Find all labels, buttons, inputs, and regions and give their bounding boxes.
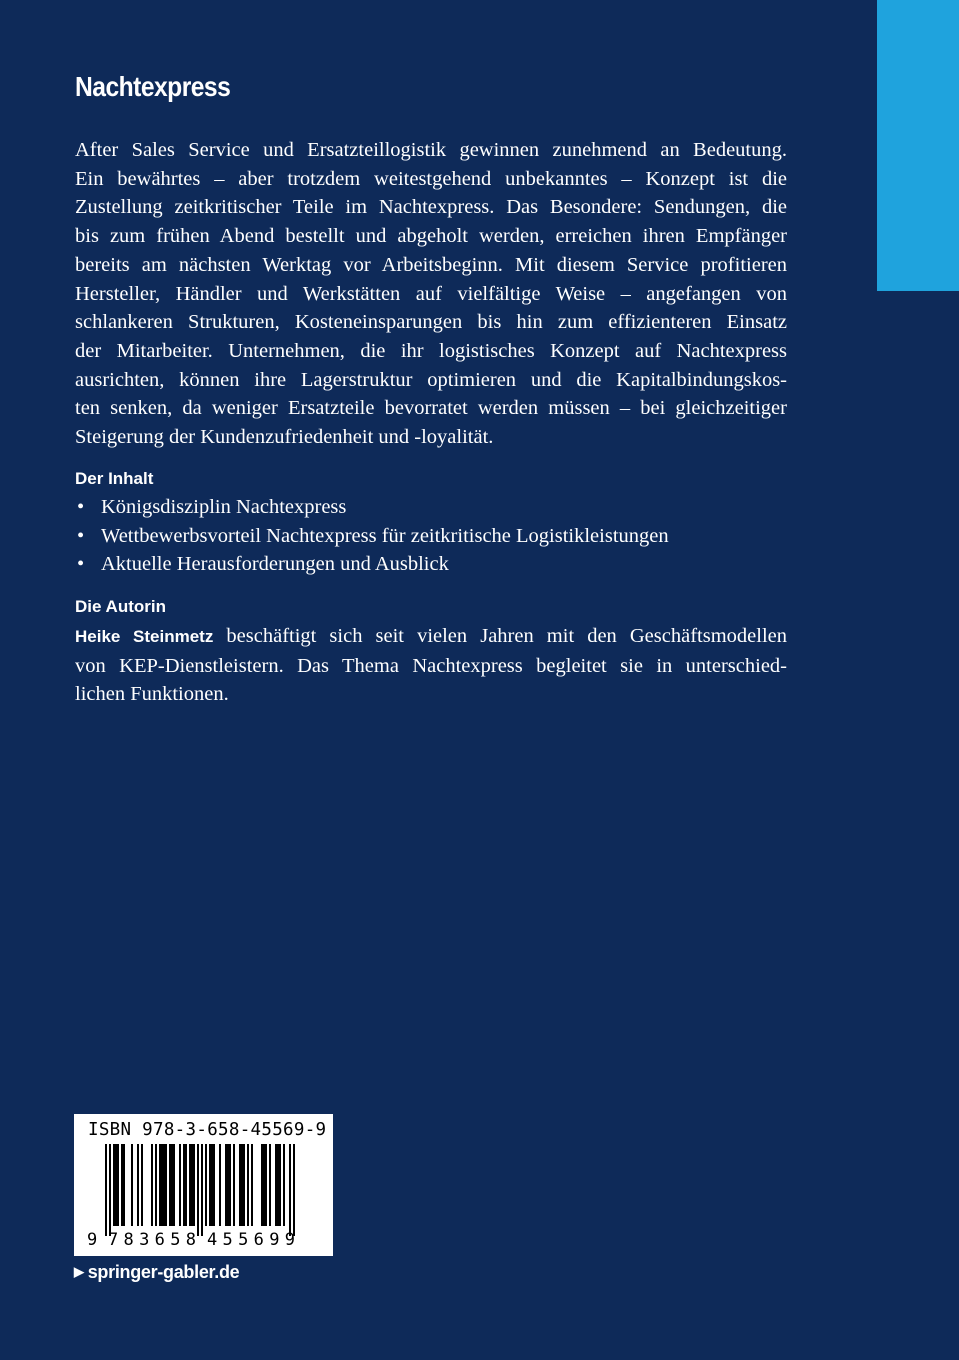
barcode-bar [269, 1144, 271, 1226]
list-item-text: Wettbewerbsvorteil Nachtexpress für zeitkritische Logistikleistungen [101, 524, 669, 547]
barcode-bar [275, 1144, 281, 1226]
bullet-icon: • [77, 553, 85, 576]
author-bio-text: beschäftigt sich seit vielen Jahren mit den Geschäftsmodellen [213, 625, 787, 647]
barcode-bar [289, 1144, 291, 1236]
bullet-icon: • [77, 524, 85, 547]
description-line: Zustellung zeitkritischer Teile im Nachtexpress. Das Besondere: Sendungen, die [75, 196, 787, 219]
barcode-bar [131, 1144, 133, 1226]
barcode-bar [209, 1144, 215, 1226]
author-name: Heike Steinmetz [75, 627, 214, 646]
list-item [75, 550, 669, 579]
barcode-bar [205, 1144, 207, 1226]
barcode-bar [283, 1144, 285, 1226]
barcode-bar [183, 1144, 187, 1226]
barcode-right-digits: 455699 [207, 1230, 295, 1250]
isbn-barcode [74, 1114, 333, 1256]
description-line: After Sales Service und Ersatzteillogistik gewinnen zunehmend an Bedeutung. [75, 139, 787, 161]
barcode-bar [155, 1144, 157, 1226]
description-line: ausrichten, können ihre Lagerstruktur optimieren und die Kapitalbindungskos- [75, 368, 787, 391]
description-line: Hersteller, Händler und Werkstätten auf vielfältige Weise – angefangen von [75, 282, 787, 305]
author-bio-line: von KEP-Dienstleistern. Das Thema Nachtexpress begleitet sie in unterschied- [75, 654, 787, 677]
barcode-bar [121, 1144, 125, 1226]
barcode-bar [151, 1144, 153, 1226]
barcode-bar [179, 1144, 181, 1226]
list-item-text: Königsdisziplin Nachtexpress [101, 496, 347, 518]
barcode-bar [233, 1144, 235, 1226]
triangle-right-icon: ▶ [74, 1264, 84, 1279]
barcode-bar [113, 1144, 119, 1226]
description-line: bis zum frühen Abend bestellt und abgeholt werden, erreichen ihren Empfänger [75, 225, 787, 248]
barcode-bar [169, 1144, 175, 1226]
barcode-bar [261, 1144, 267, 1226]
author-bio-line: lichen Funktionen. [75, 683, 229, 706]
description-line: ten senken, da weniger Ersatzteile bevorratet werden müssen – bei gleichzeitiger [75, 397, 787, 420]
bullet-icon: • [77, 496, 85, 518]
barcode-bar [293, 1144, 295, 1236]
barcode-bar [239, 1144, 245, 1226]
description-line: Steigerung der Kundenzufriedenheit und -loyalität. [75, 426, 494, 449]
list-item [75, 493, 669, 522]
list-item [75, 522, 669, 551]
barcode-bar [137, 1144, 139, 1226]
barcode-bar [159, 1144, 167, 1226]
barcode-bar [225, 1144, 231, 1226]
author-bio-line [75, 622, 787, 652]
list-item-text: Aktuelle Herausforderungen und Ausblick [101, 553, 449, 576]
contents-list [75, 493, 669, 579]
contents-heading: Der Inhalt [75, 469, 154, 488]
barcode-bar [219, 1144, 221, 1226]
barcode-bar [201, 1144, 203, 1236]
description-text [75, 136, 787, 452]
barcode-bar [197, 1144, 199, 1236]
description-line: der Mitarbeiter. Unternehmen, die ihr logistisches Konzept auf Nachtexpress [75, 339, 787, 362]
barcode-left-digits: 783658 [108, 1230, 196, 1250]
publisher-link[interactable] [74, 1262, 239, 1283]
barcode-bar [105, 1144, 107, 1236]
description-line: schlankeren Strukturen, Kosteneinsparungen bis hin zum effizienteren Einsatz [75, 311, 787, 334]
barcode-bar [189, 1144, 195, 1226]
barcode-first-digit: 9 [87, 1230, 98, 1250]
book-title: Nachtexpress [75, 71, 231, 102]
isbn-label: ISBN 978-3-658-45569-9 [88, 1120, 327, 1140]
barcode-graphic [74, 1114, 333, 1256]
barcode-bar [251, 1144, 253, 1226]
description-line: bereits am nächsten Werktag vor Arbeitsbeginn. Mit diesem Service profitieren [75, 253, 787, 276]
description-line: Ein bewährtes – aber trotzdem weitestgehend unbekanntes – Konzept ist die [75, 167, 787, 190]
author-heading: Die Autorin [75, 597, 166, 616]
barcode-bar [109, 1144, 111, 1236]
barcode-bar [141, 1144, 143, 1226]
author-bio [75, 622, 787, 709]
publisher-url: springer-gabler.de [87, 1262, 240, 1282]
barcode-bars [105, 1144, 295, 1236]
barcode-bar [247, 1144, 249, 1226]
accent-bar [877, 0, 959, 291]
